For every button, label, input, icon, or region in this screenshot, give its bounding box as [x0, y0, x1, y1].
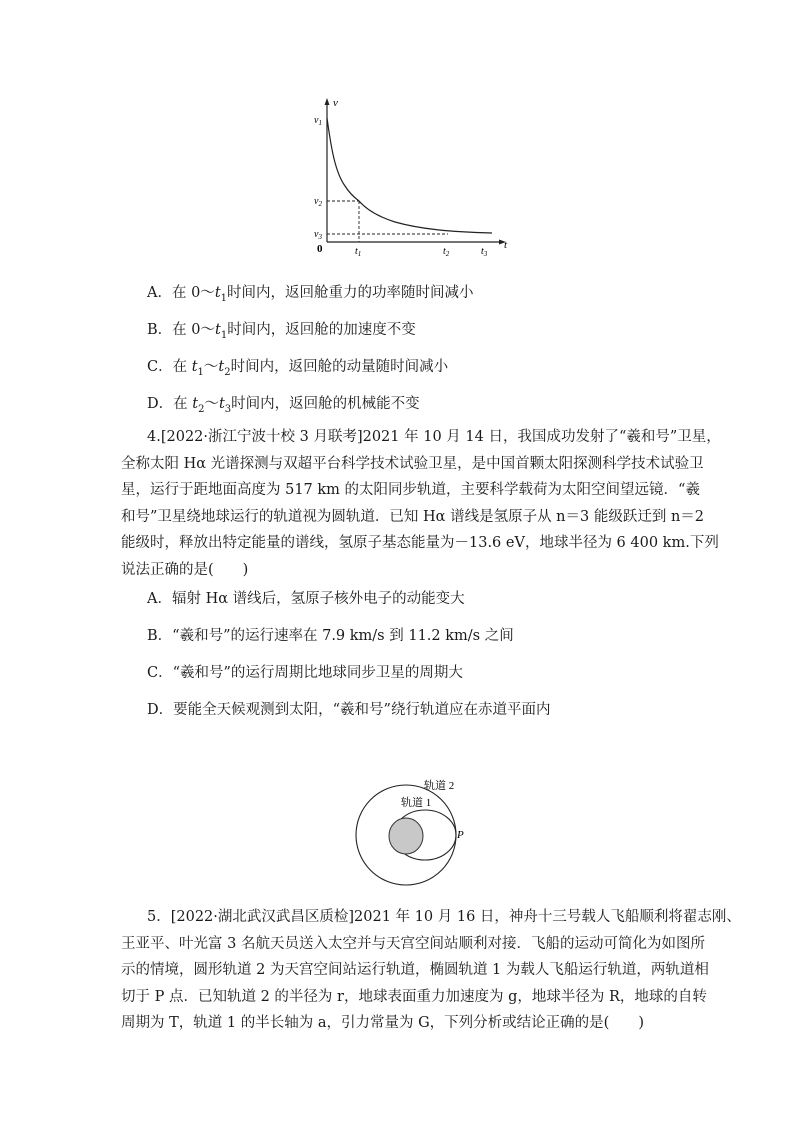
q3-option-c: C．在 $t_1\sim t_2$时间内，返回舱的动量随时间减小: [147, 359, 449, 378]
orbit-figure: [345, 770, 475, 895]
y-axis-arrow: [325, 98, 330, 105]
point-p-label: P: [457, 829, 464, 841]
tick-t1: $t_1$: [355, 246, 362, 258]
q5-line-4: 切于 P 点．已知轨道 2 的半径为 r，地球表面重力加速度为 g，地球半径为 R，地球的自转: [121, 988, 707, 1005]
q4-line-2: 全称太阳 Hα 光谱探测与双超平台科学技术试验卫星，是中国首颗太阳探测科学技术试验卫: [121, 455, 704, 472]
tick-v1: $v_1$: [314, 115, 322, 127]
y-axis-label: v: [333, 97, 338, 109]
q5-line-3: 示的情境，圆形轨道 2 为天宫空间站运行轨道，椭圆轨道 1 为载人飞船运行轨道，两轨道相: [121, 962, 709, 978]
x-axis-label: t: [504, 239, 508, 251]
q4-stem: [121, 424, 721, 583]
q3-option-b: B．在 $0\sim t_1$时间内，返回舱的加速度不变: [147, 322, 416, 341]
orbit-2-label: 轨道 2: [424, 780, 455, 792]
tick-t3: $t_3$: [481, 246, 488, 258]
q4-option-d: D．要能全天候观测到太阳，“羲和号”绕行轨道应在赤道平面内: [147, 702, 551, 718]
q4-line-5: 能级时，释放出特定能量的谱线，氢原子基态能量为－13.6 eV，地球半径为 6 400 km.下列: [121, 535, 719, 551]
q5-line-2: 王亚平、叶光富 3 名航天员送入太空并与天宫空间站顺利对接．飞船的运动可简化为如图所: [121, 935, 705, 952]
q5-line-5: 周期为 T，轨道 1 的半长轴为 a，引力常量为 G，下列分析或结论正确的是( ): [121, 1015, 644, 1031]
q4-line-3: 星，运行于距地面高度为 517 km 的太阳同步轨道，主要科学载荷为太阳空间望远镜．“羲: [121, 482, 700, 498]
tick-v3: $v_3$: [314, 229, 322, 241]
earth: [389, 818, 423, 854]
q3-option-d: D．在 $t_2\sim t_3$时间内，返回舱的机械能不变: [147, 396, 420, 415]
q4-line-1: 4.[2022·浙江宁波十校 3 月联考]2021 年 10 月 14 日，我国成功发射了“羲和号”卫星，: [147, 429, 721, 445]
q4-line-6: 说法正确的是( ): [121, 561, 249, 578]
q4-line-4: 和号”卫星绕地球运行的轨道视为圆轨道．已知 Hα 谱线是氢原子从 n＝3 能级跃迁到 n＝2: [121, 508, 705, 525]
q4-option-a: A．辐射 Hα 谱线后，氢原子核外电子的动能变大: [147, 591, 465, 607]
tick-t2: $t_2$: [443, 246, 450, 258]
q4-option-c: C．“羲和号”的运行周期比地球同步卫星的周期大: [147, 665, 463, 681]
velocity-curve: [327, 118, 492, 233]
velocity-time-graph: [300, 92, 520, 262]
q4-option-b: B．“羲和号”的运行速率在 7.9 km/s 到 11.2 km/s 之间: [147, 628, 514, 644]
q5-line-1: 5．[2022·湖北武汉武昌区质检]2021 年 10 月 16 日，神舟十三号载人飞船顺利将翟志刚、: [147, 909, 741, 925]
q3-option-a: A．在 $0\sim t_1$时间内，返回舱重力的功率随时间减小: [147, 285, 474, 304]
q5-stem: [121, 904, 741, 1037]
orbit-1-label: 轨道 1: [401, 797, 432, 809]
tick-v2: $v_2$: [314, 196, 322, 208]
origin-label: 0: [317, 243, 323, 255]
